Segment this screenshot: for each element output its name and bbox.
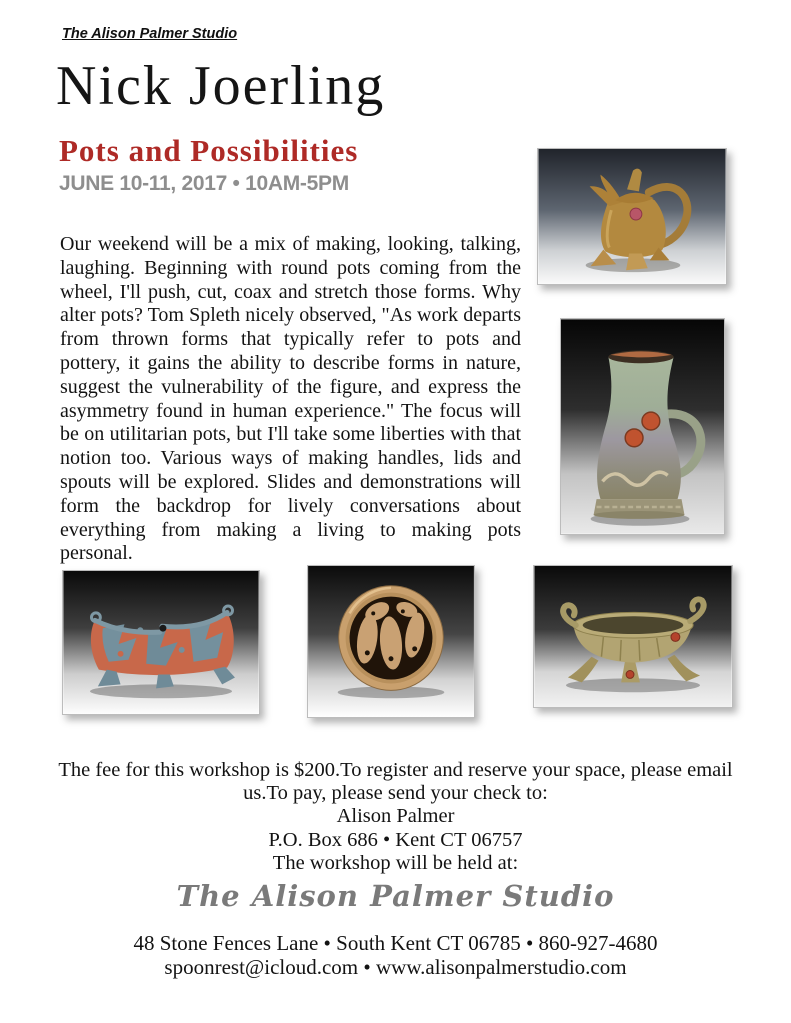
workshop-date-time: JUNE 10-11, 2017 • 10AM-5PM — [59, 172, 349, 195]
email-website: spoonrest@icloud.com • www.alisonpalmerstudio.com — [164, 954, 627, 979]
fee-line-1: The fee for this workshop is $200.To register and reserve your space, please email — [58, 759, 733, 781]
teapot-illustration — [538, 149, 726, 284]
plate-photo — [307, 565, 475, 718]
workshop-title: Pots and Possibilities — [59, 133, 359, 168]
tray-illustration — [63, 571, 259, 714]
plate-illustration — [308, 566, 474, 717]
bowl-illustration — [534, 566, 732, 707]
contact-block — [0, 932, 791, 979]
payee-name: Alison Palmer — [336, 805, 455, 828]
mug-photo — [560, 318, 725, 535]
held-at-line: The workshop will be held at: — [272, 851, 519, 874]
tray-photo — [62, 570, 260, 715]
bowl-photo — [533, 565, 733, 708]
studio-name-script: The Alison Palmer Studio — [176, 879, 615, 913]
street-address-phone: 48 Stone Fences Lane • South Kent CT 06785 • 860-927-4680 — [133, 931, 658, 955]
workshop-description: Our weekend will be a mix of making, looking, talking, laughing. Beginning with round pots coming from the wheel, I'll push, cut, coax and stretch those forms. Why alter pots? Tom Spleth nicely observed, "As work departs from thrown forms that typically refer to pots and pottery, it gains the ability to describe forms in nature, suggest the vulnerability of the figure, and express the asymmetry found in human experience." The focus will be on utilitarian pots, but I'll take some liberties with that notion too. Various ways of making handles, lids and spouts will be explored. Slides and demonstrations will form the backdrop for lively conversations about everything from making a living to making pots personal. — [60, 233, 521, 565]
studio-masthead: The Alison Palmer Studio — [62, 26, 238, 42]
artist-name-title: Nick Joerling — [56, 55, 386, 117]
registration-block — [0, 759, 791, 875]
po-address: P.O. Box 686 • Kent CT 06757 — [268, 828, 523, 851]
mug-illustration — [561, 319, 724, 534]
teapot-photo — [537, 148, 727, 285]
fee-line-2: us.To pay, please send your check to: — [243, 782, 548, 805]
